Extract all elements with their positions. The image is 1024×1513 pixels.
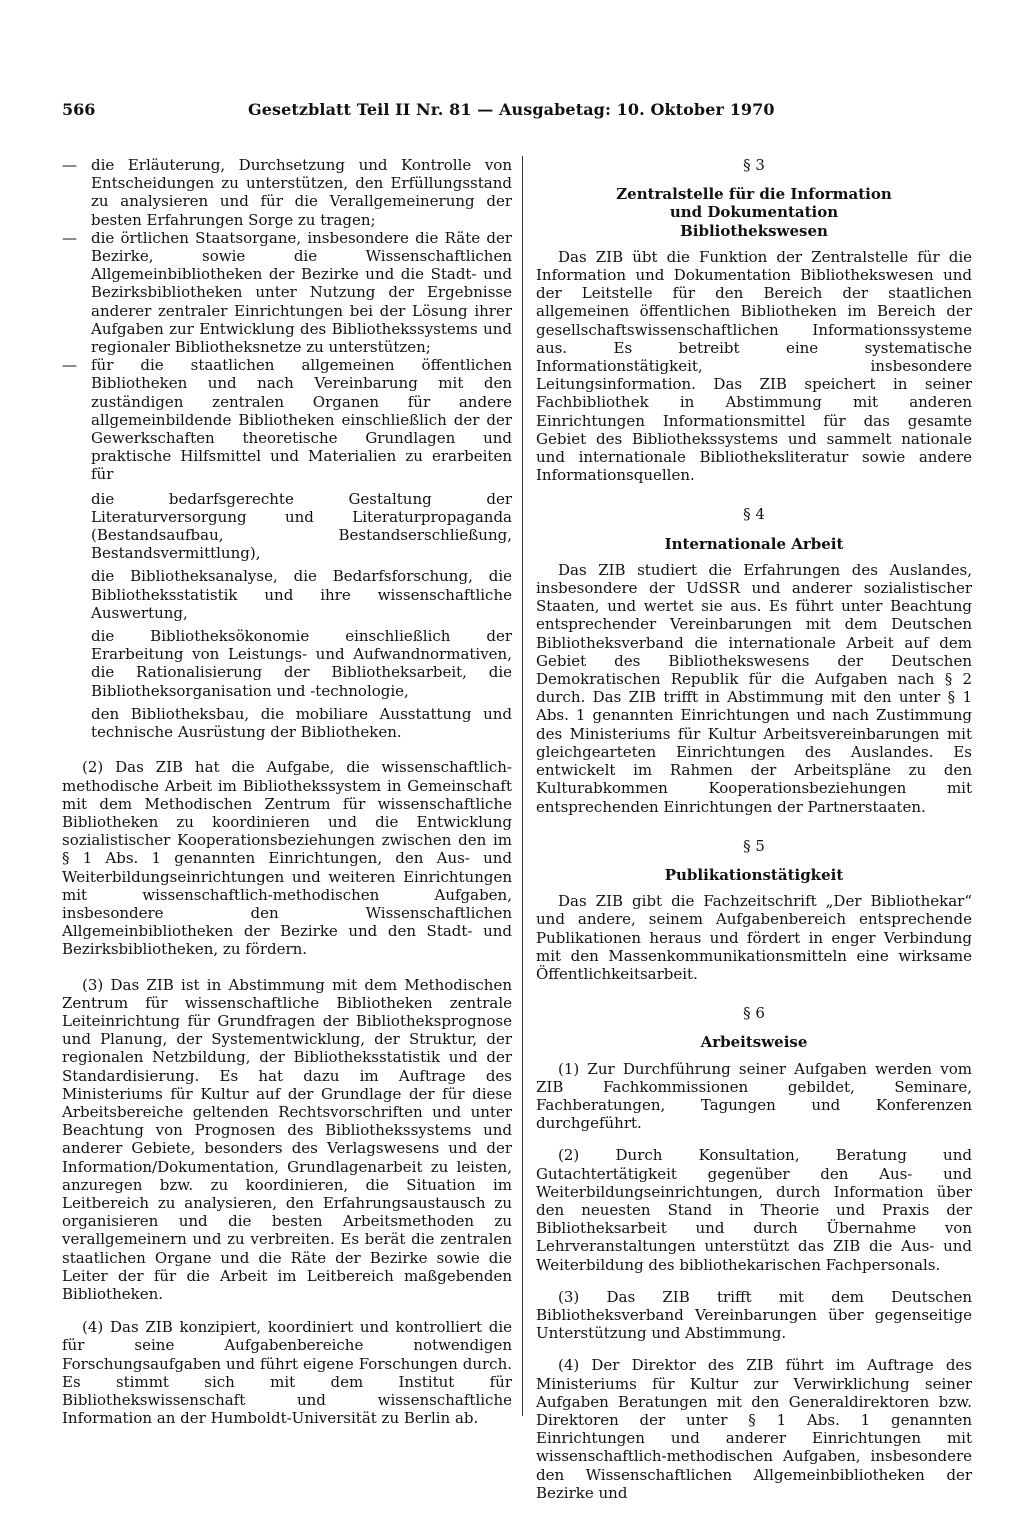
list-item-text: für die staatlichen allgemeinen öffentlichen Bibliotheken und nach Vereinbarung mit den zuständigen zentralen Organen für andere allgemeinbildende Bibliotheken einschließlich der der Gewerkschaften theoretische Grundlagen und praktische Hilfsmittel und Materialien zu erarbeiten für — [91, 356, 512, 484]
sub-item: die Bibliotheksökonomie einschließlich der Erarbeitung von Leistungs- und Aufwandnormativen, die Rationalisierung der Bibliotheksarbeit, die Bibliotheksorganisation und -technologie, — [91, 627, 512, 700]
section-title: Publikationstätigkeit — [664, 865, 844, 884]
right-column — [536, 156, 972, 1502]
section-3-text: Das ZIB übt die Funktion der Zentralstelle für die Information und Dokumentation Bibliothekswesen und der Leitstelle für den Bereich der staatlichen allgemeinen öffentlichen Bibliotheken im Bereich der gesellschaftswissenschaftlichen Informationssysteme aus. Es betreibt eine systematische Informationstätigkeit, insbesondere Leitungsinformation. Das ZIB speichert in seiner Fachbibliothek in Abstimmung mit anderen Einrichtungen Informationsmittel für das gesamte Gebiet des Bibliothekssystems und sammelt nationale und internationale Bibliotheksliteratur sowie andere Informationsquellen. — [536, 247, 972, 485]
list-item-text: die örtlichen Staatsorgane, insbesondere die Räte der Bezirke, sowie die Wissenschaftlichen Allgemeinbibliotheken der Bezirke und die Stadt- und Bezirksbibliotheken unter Nutzung der Ergebnisse anderer zentraler Einrichtungen bei der Lösung ihrer Aufgaben zur Entwicklung des Bibliothekssystems und regionaler Bibliotheksnetze zu unterstützen; — [91, 228, 512, 357]
page-number: 566 — [62, 100, 96, 119]
paragraph-2: (2) Das ZIB hat die Aufgabe, die wissenschaftlich-methodische Arbeit im Bibliothekssystem in Gemeinschaft mit dem Methodischen Zentrum für wissenschaftliche Bibliotheken zu koordinieren und die Entwicklung sozialistischer Kooperationsbeziehungen zwischen den im § 1 Abs. 1 genannten Einrichtungen, den Aus- und Weiterbildungseinrichtungen und weiteren Einrichtungen mit wissenschaftlich-methodischen Aufgaben, insbesondere den Wissenschaftlichen Allgemeinbibliotheken der Bezirke und den Stadt- und Bezirksbibliotheken, zu fördern. — [62, 758, 512, 959]
dash-bullet: — — [62, 356, 77, 375]
dash-bullet: — — [62, 228, 77, 247]
section-number: § 5 — [743, 836, 765, 855]
section-number: § 3 — [743, 156, 765, 174]
section-title: Internationale Arbeit — [664, 534, 844, 553]
sub-item: die bedarfsgerechte Gestaltung der Literaturversorgung und Literaturpropaganda (Bestandsaufbau, Bestandserschließung, Bestandsvermittlung), — [91, 489, 512, 563]
section-6-heading — [536, 1004, 972, 1051]
left-column — [62, 156, 512, 1427]
section-6-paragraph: (4) Der Direktor des ZIB führt im Auftrage des Ministeriums für Kultur zur Verwirklichung seiner Aufgaben Beratungen mit den Generaldirektoren bzw. Direktoren der unter § 1 Abs. 1 genannten Einrichtungen und anderer Einrichtungen mit wissenschaftlich-methodischen Aufgaben, insbesondere den Wissenschaftlichen Allgemeinbibliotheken der Bezirke und — [536, 1356, 972, 1502]
section-number: § 6 — [743, 1004, 765, 1023]
section-6-paragraph: (3) Das ZIB trifft mit dem Deutschen Bibliotheksverband Vereinbarungen über gegenseitige Unterstützung und Abstimmung. — [536, 1287, 972, 1343]
section-title: Zentralstelle für die Information und Dokumentation Bibliothekswesen — [616, 185, 892, 240]
section-3-heading — [536, 156, 972, 240]
section-5-heading — [536, 837, 972, 884]
sub-item: den Bibliotheksbau, die mobiliare Ausstattung und technische Ausrüstung der Bibliotheken. — [91, 704, 512, 742]
section-4-text: Das ZIB studiert die Erfahrungen des Auslandes, insbesondere der UdSSR und anderer sozialistischer Staaten, und wertet sie aus. Es führt unter Beachtung entsprechender Vereinbarungen mit dem Deutschen Bibliotheksverband die internationale Arbeit auf dem Gebiet des Bibliothekswesens der Deutschen Demokratischen Republik für die Aufgaben nach § 2 durch. Das ZIB trifft in Abstimmung mit den unter § 1 Abs. 1 genannten Einrichtungen und nach Zustimmung des Ministeriums für Kultur Arbeitsvereinbarungen mit gleichgearteten Einrichtungen des Auslandes. Es entwickelt im Rahmen der Arbeitspläne zu den Kulturabkommen Kooperationsbeziehungen mit entsprechenden Einrichtungen der Partnerstaaten. — [536, 560, 972, 816]
column-divider — [522, 156, 523, 1416]
section-number: § 4 — [743, 505, 765, 524]
page-header — [62, 100, 802, 124]
list-item-text: die Erläuterung, Durchsetzung und Kontrolle von Entscheidungen zu unterstützen, den Erfüllungsstand zu analysieren und für die Verallgemeinerung der besten Erfahrungen Sorge zu tragen; — [91, 156, 512, 229]
list-item — [62, 356, 512, 483]
paragraph-4: (4) Das ZIB konzipiert, koordiniert und kontrolliert die für seine Aufgabenbereiche notwendigen Forschungsaufgaben und führt eigene Forschungen durch. Es stimmt sich mit dem Institut für Bibliothekswissenschaft und wissenschaftliche Information an der Humboldt-Universität zu Berlin ab. — [62, 1318, 512, 1428]
section-title: Arbeitsweise — [700, 1033, 808, 1052]
sub-item: die Bibliotheksanalyse, die Bedarfsforschung, die Bibliotheksstatistik und ihre wissenschaftliche Auswertung, — [91, 567, 512, 622]
list-item — [62, 156, 512, 229]
dash-bullet: — — [62, 156, 77, 174]
section-6-paragraph: (2) Durch Konsultation, Beratung und Gutachtertätigkeit gegenüber den Aus- und Weiterbildungseinrichtungen, durch Information über den neuesten Stand in Theorie und Praxis der Bibliotheksarbeit und durch Übernahme von Lehrveranstaltungen unterstützt das ZIB die Aus- und Weiterbildung des bibliothekarischen Fachpersonals. — [536, 1146, 972, 1274]
gazette-title: Gesetzblatt Teil II Nr. 81 — Ausgabetag: 10. Oktober 1970 — [248, 100, 775, 119]
list-item — [62, 229, 512, 356]
section-5-text: Das ZIB gibt die Fachzeitschrift „Der Bibliothekar“ und andere, seinem Aufgabenbereich entsprechende Publikationen heraus und fördert in enger Verbindung mit den Massenkommunikationsmitteln eine wirksame Öffentlichkeitsarbeit. — [536, 892, 972, 983]
section-6-paragraph: (1) Zur Durchführung seiner Aufgaben werden vom ZIB Fachkommissionen gebildet, Seminare, Fachberatungen, Tagungen und Konferenzen durchgeführt. — [536, 1059, 972, 1133]
paragraph-3: (3) Das ZIB ist in Abstimmung mit dem Methodischen Zentrum für wissenschaftliche Bibliotheken zentrale Leiteinrichtung für Grundfragen der Bibliotheksprognose und Planung, der Systementwicklung, der Struktur, der regionalen Netzbildung, der Bibliotheksstatistik und der Standardisierung. Es hat dazu im Auftrage des Ministeriums für Kultur auf der Grundlage der für diese Arbeitsbereiche geltenden Rechtsvorschriften und unter Beachtung von Prognosen des Bibliothekssystems und anderer Gebiete, besonders des Verlagswesens und der Information/Dokumentation, Grundlagenarbeit zu leisten, anzuregen bzw. zu koordinieren, die Situation im Leitbereich zu analysieren, den Erfahrungsaustausch zu organisieren und die besten Arbeitsmethoden zu verallgemeinern und zu verbreiten. Es berät die zentralen staatlichen Organe und die Räte der Bezirke sowie die Leiter der für die Arbeit im Leitbereich maßgebenden Bibliotheken. — [62, 975, 512, 1303]
section-4-heading — [536, 505, 972, 552]
